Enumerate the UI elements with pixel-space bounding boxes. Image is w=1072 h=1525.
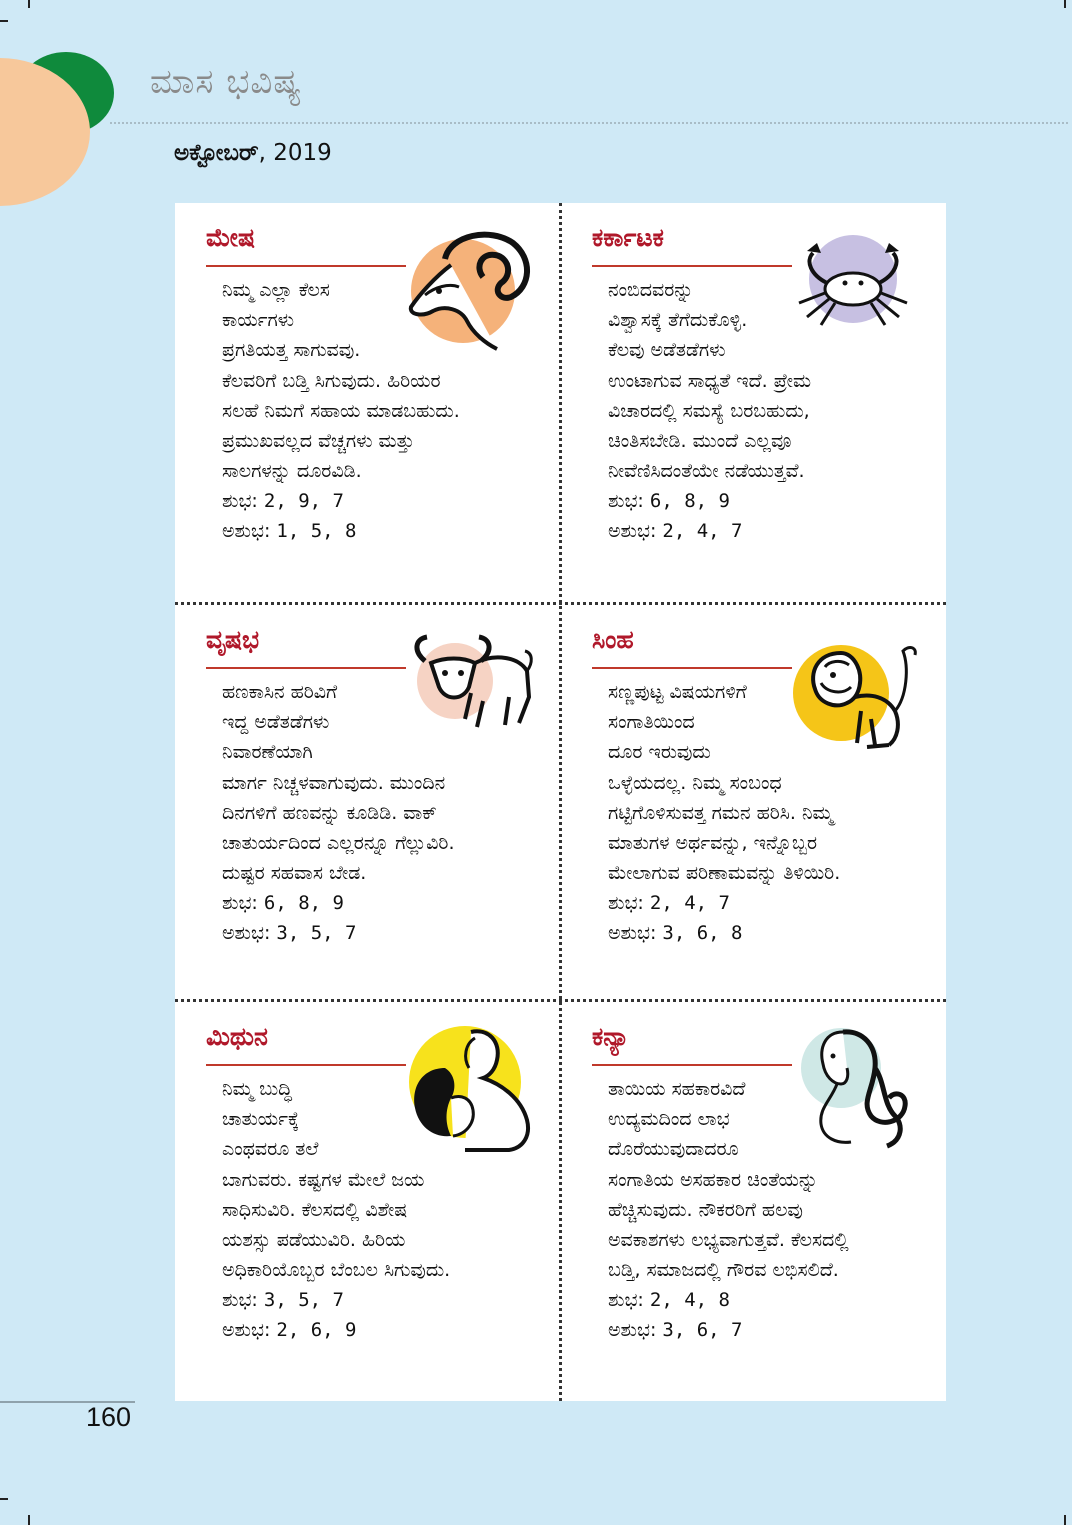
good-label: ಶುಭ: (608, 892, 644, 914)
prediction-line: ದುಷ್ಟರ ಸಹವಾಸ ಬೇಡ. (222, 862, 367, 885)
lucky-numbers (222, 888, 548, 948)
year-label: , 2019 (258, 140, 332, 166)
lucky-numbers (608, 1285, 934, 1345)
sign-underline (206, 1064, 406, 1066)
crop-mark (0, 20, 8, 22)
prediction-line: ನಿವಾರಣೆಯಾಗಿ (222, 741, 313, 764)
good-numbers-row (608, 888, 934, 918)
sign-name: ವೃಷಭ (206, 625, 260, 654)
good-label: ಶುಭ: (222, 1289, 258, 1311)
prediction-line: ಗಟ್ಟಿಗೊಳಿಸುವತ್ತ ಗಮನ ಹರಿಸಿ. ನಿಮ್ಮ (608, 801, 834, 824)
prediction-line: ಉಂಟಾಗುವ ಸಾಧ್ಯತೆ ಇದೆ. ಪ್ರೇಮ (608, 369, 812, 392)
prediction-line: ದಿನಗಳಿಗೆ ಹಣವನ್ನು ಕೂಡಿಡಿ. ವಾಕ್ (222, 801, 437, 824)
lucky-numbers (608, 486, 934, 546)
good-label: ಶುಭ: (608, 490, 644, 512)
bad-label: ಅಶುಭ: (608, 520, 657, 543)
bad-numbers-row (222, 918, 548, 948)
sign-card-vrishabha (175, 605, 560, 1004)
sign-card-karkataka (561, 203, 946, 602)
prediction-line: ನಿಮ್ಮ ಬುದ್ಧಿ (222, 1078, 292, 1100)
prediction-text (222, 275, 548, 486)
prediction-line: ನಂಬಿದವರನ್ನು (608, 279, 694, 301)
month-heading (174, 140, 332, 166)
good-numbers: 6, 8, 9 (649, 490, 730, 512)
bad-numbers: 3, 6, 7 (662, 1319, 743, 1342)
prediction-line: ಪ್ರಮುಖವಲ್ಲದ ವೆಚ್ಚಗಳು ಮತ್ತು (222, 430, 415, 453)
prediction-line: ಒಳ್ಳೆಯದಲ್ಲ. ನಿಮ್ಮ ಸಂಬಂಧ (608, 771, 782, 794)
prediction-line: ಕಾರ್ಯಗಳು (222, 309, 295, 332)
prediction-line: ಸಲಹೆ ನಿಮಗೆ ಸಹಾಯ ಮಾಡಬಹುದು. (222, 399, 460, 422)
good-label: ಶುಭ: (608, 1289, 644, 1311)
sign-underline (206, 667, 406, 669)
prediction-line: ಉದ್ಯಮದಿಂದ ಲಾಭ (608, 1108, 730, 1131)
sign-underline (206, 265, 406, 267)
prediction-line: ಸಂಗಾತಿಯಿಂದ (608, 711, 695, 734)
prediction-line: ಚಾತುರ್ಯದಿಂದ ಎಲ್ಲರನ್ನೂ ಗೆಲ್ಲುವಿರಿ. (222, 832, 455, 855)
bad-label: ಅಶುಭ: (222, 520, 271, 543)
bad-numbers-row (608, 918, 934, 948)
prediction-text (608, 1074, 934, 1285)
horoscope-panel (175, 203, 946, 1401)
bad-label: ಅಶುಭ: (608, 922, 657, 945)
good-numbers: 2, 4, 8 (649, 1289, 730, 1311)
prediction-line: ಮೇಲಾಗುವ ಪರಿಣಾಮವನ್ನು ತಿಳಿಯಿರಿ. (608, 862, 841, 885)
sign-name: ಸಿಂಹ (592, 625, 634, 654)
prediction-line: ಸಾಲಗಳನ್ನು ದೂರವಿಡಿ. (222, 460, 362, 483)
title-divider (110, 122, 1068, 124)
prediction-line: ವಿಚಾರದಲ್ಲಿ ಸಮಸ್ಯೆ ಬರಬಹುದು, (608, 399, 810, 422)
prediction-text (608, 275, 934, 486)
sign-name: ಮಿಥುನ (206, 1022, 268, 1051)
prediction-line: ದೂರ ಇರುವುದು (608, 741, 711, 764)
prediction-line: ತಾಯಿಯ ಸಹಕಾರವಿದೆ (608, 1078, 746, 1100)
good-numbers: 3, 5, 7 (263, 1289, 344, 1311)
sign-underline (592, 667, 792, 669)
bad-numbers-row (222, 1315, 548, 1345)
prediction-line: ಸಣ್ಣಪುಟ್ಟ ವಿಷಯಗಳಿಗೆ (608, 681, 747, 703)
crop-mark (28, 1515, 30, 1525)
crop-mark (28, 0, 30, 8)
bad-numbers-row (608, 516, 934, 546)
section-title: ಮಾಸ ಭವಿಷ್ಯ (150, 62, 303, 102)
prediction-line: ಇದ್ದ ಅಡೆತಡೆಗಳು (222, 711, 330, 734)
bad-numbers: 3, 6, 8 (662, 922, 743, 945)
sign-name: ಮೇಷ (206, 223, 255, 252)
good-numbers-row (608, 486, 934, 516)
bad-label: ಅಶುಭ: (222, 922, 271, 945)
bad-numbers: 2, 4, 7 (662, 520, 743, 543)
crop-mark (0, 1498, 8, 1500)
sign-card-mithuna (175, 1002, 560, 1401)
bad-numbers: 1, 5, 8 (276, 520, 357, 543)
prediction-line: ಯಶಸ್ಸು ಪಡೆಯುವಿರಿ. ಹಿರಿಯ (222, 1229, 406, 1252)
crop-mark (1064, 1515, 1066, 1525)
prediction-line: ಅಧಿಕಾರಿಯೊಬ್ಬರ ಬೆಂಬಲ ಸಿಗುವುದು. (222, 1259, 451, 1282)
bad-numbers-row (222, 516, 548, 546)
sign-underline (592, 1064, 792, 1066)
bad-numbers-row (608, 1315, 934, 1345)
sign-name: ಕರ್ಕಾಟಕ (592, 223, 664, 252)
month-label: ಅಕ್ಟೋಬರ್ (174, 140, 259, 166)
prediction-line: ನಿಮ್ಮ ಎಲ್ಲಾ ಕೆಲಸ (222, 279, 330, 301)
bad-label: ಅಶುಭ: (608, 1319, 657, 1342)
prediction-line: ಅವಕಾಶಗಳು ಲಭ್ಯವಾಗುತ್ತವೆ. ಕೆಲಸದಲ್ಲಿ (608, 1229, 849, 1252)
prediction-line: ಮಾತುಗಳ ಅರ್ಥವನ್ನು, ಇನ್ನೊಬ್ಬರ (608, 832, 818, 855)
sign-card-simha (561, 605, 946, 1004)
prediction-text (222, 1074, 548, 1285)
prediction-text (222, 677, 548, 888)
prediction-line: ಸಂಗಾತಿಯ ಅಸಹಕಾರ ಚಿಂತೆಯನ್ನು (608, 1168, 819, 1191)
prediction-line: ವಿಶ್ವಾಸಕ್ಕೆ ತೆಗೆದುಕೊಳ್ಳಿ. (608, 309, 748, 332)
prediction-line: ಎಂಥವರೂ ತಲೆ (222, 1138, 319, 1161)
sign-name: ಕನ್ಯಾ (592, 1022, 630, 1051)
bad-numbers: 2, 6, 9 (276, 1319, 357, 1342)
sign-underline (592, 265, 792, 267)
lucky-numbers (222, 1285, 548, 1345)
good-numbers-row (222, 1285, 548, 1315)
sign-card-mesha (175, 203, 560, 602)
good-numbers: 2, 9, 7 (263, 490, 344, 512)
prediction-line: ಪ್ರಗತಿಯತ್ತ ಸಾಗುವವು. (222, 339, 361, 362)
lucky-numbers (608, 888, 934, 948)
crop-mark (1064, 0, 1066, 8)
prediction-line: ಕೆಲವು ಅಡೆತಡೆಗಳು (608, 339, 726, 362)
good-numbers: 6, 8, 9 (263, 892, 344, 914)
prediction-line: ಚಾತುರ್ಯಕ್ಕೆ (222, 1108, 300, 1131)
prediction-line: ದೊರೆಯುವುದಾದರೂ (608, 1138, 739, 1161)
prediction-line: ಚಿಂತಿಸಬೇಡಿ. ಮುಂದೆ ಎಲ್ಲವೂ (608, 430, 792, 453)
prediction-line: ಕೆಲವರಿಗೆ ಬಡ್ತಿ ಸಿಗುವುದು. ಹಿರಿಯರ (222, 369, 441, 392)
good-numbers: 2, 4, 7 (649, 892, 730, 914)
page-number: 160 (86, 1402, 132, 1432)
good-label: ಶುಭ: (222, 892, 258, 914)
prediction-text (608, 677, 934, 888)
prediction-line: ನೀವೆಣಿಸಿದಂತೆಯೇ ನಡೆಯುತ್ತವೆ. (608, 460, 805, 483)
good-numbers-row (222, 486, 548, 516)
good-label: ಶುಭ: (222, 490, 258, 512)
prediction-line: ಬಾಗುವರು. ಕಷ್ಟಗಳ ಮೇಲೆ ಜಯ (222, 1168, 425, 1191)
prediction-line: ಸಾಧಿಸುವಿರಿ. ಕೆಲಸದಲ್ಲಿ ವಿಶೇಷ (222, 1198, 408, 1221)
good-numbers-row (608, 1285, 934, 1315)
prediction-line: ಹೆಚ್ಚಿಸುವುದು. ನೌಕರರಿಗೆ ಹಲವು (608, 1198, 803, 1221)
prediction-line: ಹಣಕಾಸಿನ ಹರಿವಿಗೆ (222, 681, 338, 703)
prediction-line: ಬಡ್ತಿ, ಸಮಾಜದಲ್ಲಿ ಗೌರವ ಲಭಿಸಲಿದೆ. (608, 1259, 839, 1282)
bad-label: ಅಶುಭ: (222, 1319, 271, 1342)
bad-numbers: 3, 5, 7 (276, 922, 357, 945)
good-numbers-row (222, 888, 548, 918)
sign-card-kanya (561, 1002, 946, 1401)
prediction-line: ಮಾರ್ಗ ನಿಚ್ಚಳವಾಗುವುದು. ಮುಂದಿನ (222, 771, 446, 794)
lucky-numbers (222, 486, 548, 546)
